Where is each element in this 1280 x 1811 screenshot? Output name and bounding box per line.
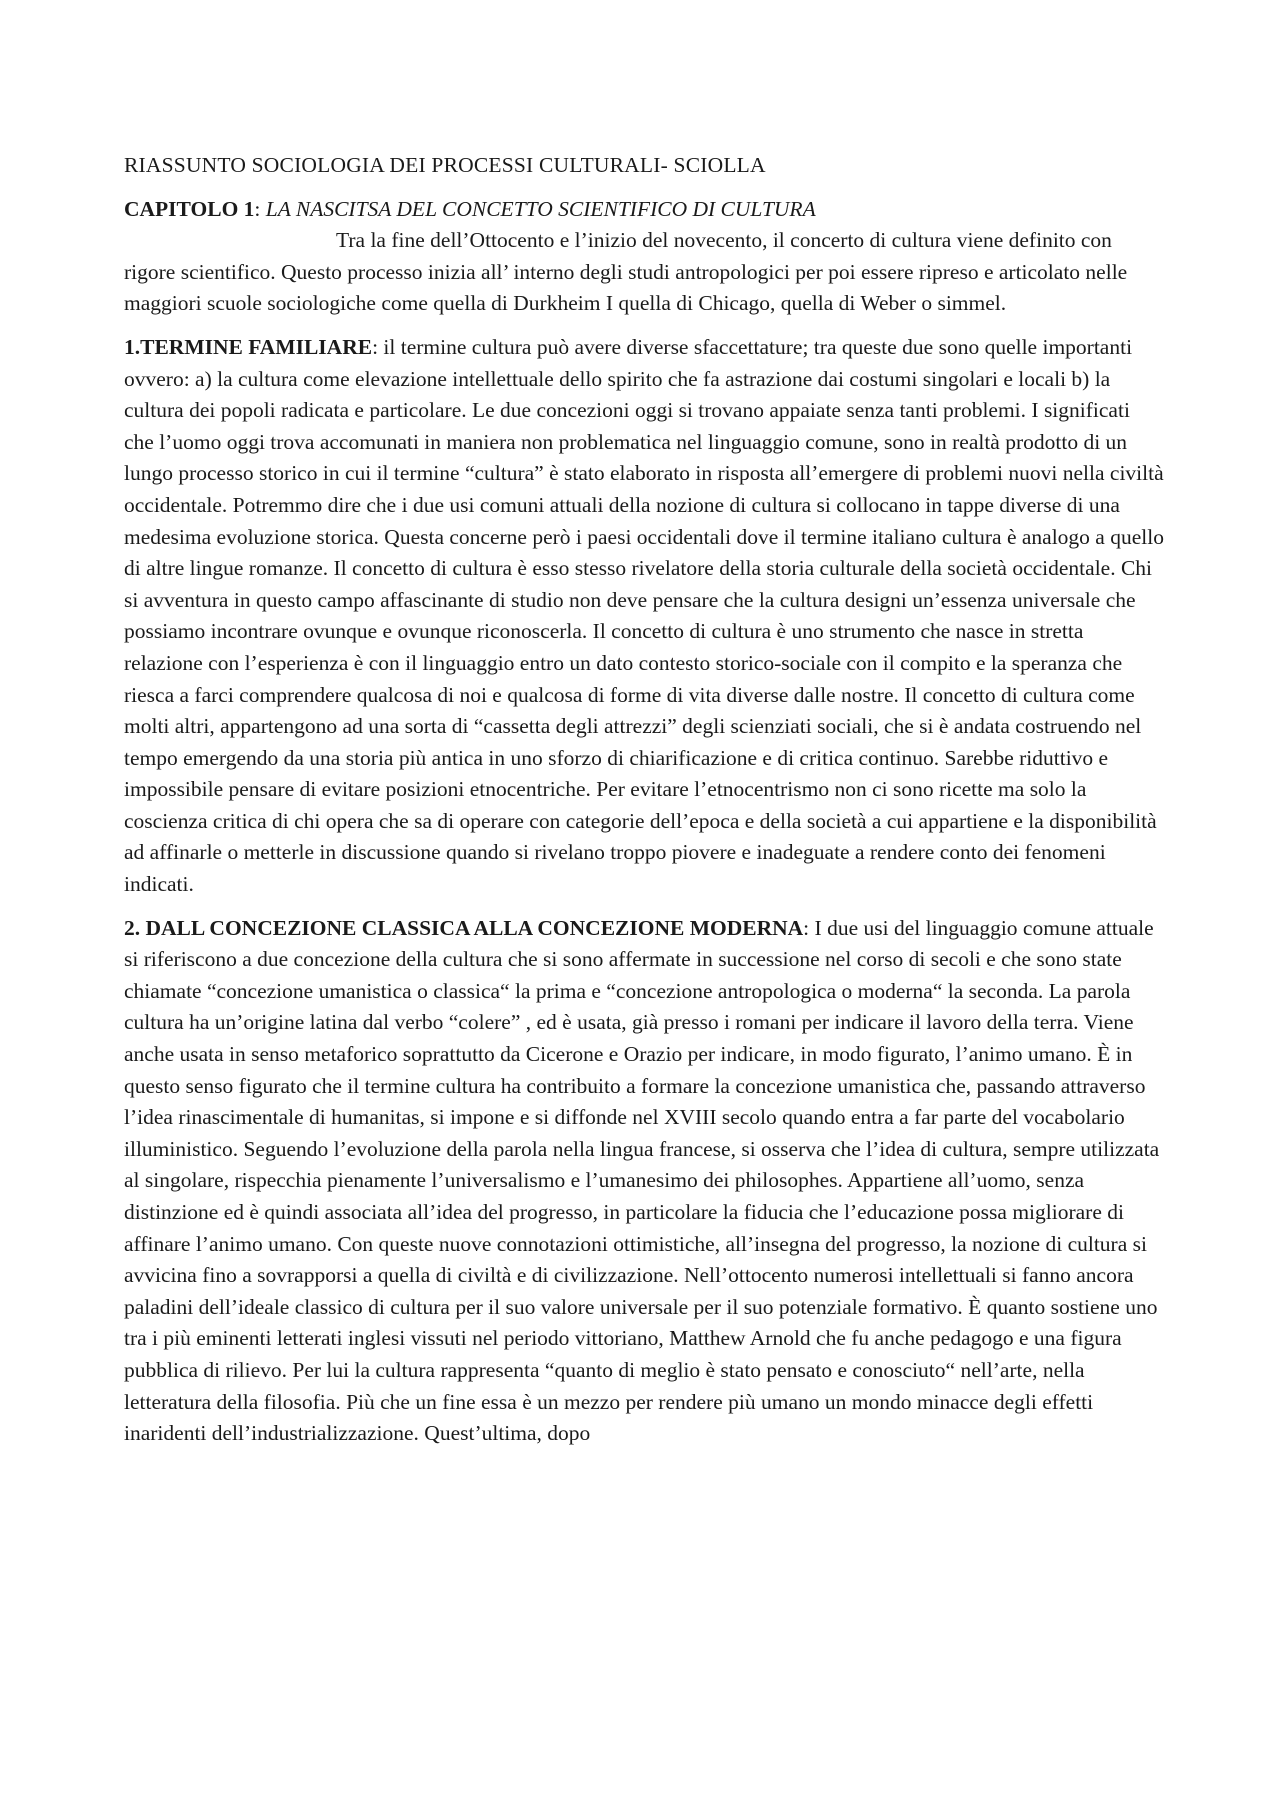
section-separator-1: : (372, 334, 384, 359)
chapter-intro: Tra la fine dell’Ottocento e l’inizio del novecento, il concerto di cultura viene definito con rigore scientifico. Questo processo inizia all’ interno degli studi antropologici per poi essere ripreso e articolato nelle maggiori scuole sociologiche come quella di Durkheim I quella di Chicago, quella di Weber o simmel. (124, 228, 1128, 316)
section-paragraph-2 (124, 913, 1164, 1450)
chapter-paragraph (124, 194, 1164, 320)
section-paragraph-1 (124, 332, 1164, 901)
chapter-separator: : (254, 196, 266, 221)
chapter-label: CAPITOLO 1 (124, 196, 255, 221)
section-body-1: il termine cultura può avere diverse sfaccettature; tra queste due sono quelle importanti ovvero: a) la cultura come elevazione intellettuale dello spirito che fa astrazione dai costumi singolari e locali b) la cultura dei popoli radicata e particolare. Le due concezioni oggi si trovano appaiate senza tanti problemi. I significati che l’uomo oggi trova accomunati in maniera non problematica nel linguaggio comune, sono in realtà prodotto di un lungo processo storico in cui il termine “cultura” è stato elaborato in risposta all’emergere di problemi nuovi nella civiltà occidentale. Potremmo dire che i due usi comuni attuali della nozione di cultura si collocano in tappe diverse di una medesima evoluzione storica. Questa concerne però i paesi occidentali dove il termine italiano cultura è analogo a quello di altre lingue romanze. Il concetto di cultura è esso stesso rivelatore della storia culturale della società occidentale. Chi si avventura in questo campo affascinante di studio non deve pensare che la cultura designi un’essenza universale che possiamo incontrare ovunque e ovunque riconoscerla. Il concetto di cultura è uno strumento che nasce in stretta relazione con l’esperienza è con il linguaggio entro un dato contesto storico-sociale con il compito e la speranza che riesca a farci comprendere qualcosa di noi e qualcosa di forme di vita diverse dalle nostre. Il concetto di cultura come molti altri, appartengono ad una sorta di “cassetta degli attrezzi” degli scienziati sociali, che si è andata costruendo nel tempo emergendo da una storia più antica in uno sforzo di chiarificazione e di critica continuo. Sarebbe riduttivo e impossibile pensare di evitare posizioni etnocentriche. Per evitare l’etnocentrismo non ci sono ricette ma solo la coscienza critica di chi opera che sa di operare con categorie dell’epoca e della società a cui appartiene e la disponibilità ad affinarle o metterle in discussione quando si rivelano troppo piovere e inadeguate a rendere conto dei fenomeni indicati. (124, 334, 1164, 897)
chapter-subtitle: LA NASCITSA DEL CONCETTO SCIENTIFICO DI CULTURA (265, 196, 816, 221)
section-body-2: I due usi del linguaggio comune attuale si riferiscono a due concezione della cultura che si sono affermate in successione nel corso di secoli e che sono state chiamate “concezione umanistica o classica“ la prima e “concezione antropologica o moderna“ la seconda. La parola cultura ha un’origine latina dal verbo “colere” , ed è usata, già presso i romani per indicare il lavoro della terra. Viene anche usata in senso metaforico soprattutto da Cicerone e Orazio per indicare, in modo figurato, l’animo umano. È in questo senso figurato che il termine cultura ha contribuito a formare la concezione umanistica che, passando attraverso l’idea rinascimentale di humanitas, si impone e si diffonde nel XVIII secolo quando entra a far parte del vocabolario illuministico. Seguendo l’evoluzione della parola nella lingua francese, si osserva che l’idea di cultura, sempre utilizzata al singolare, rispecchia pienamente l’universalismo e l’umanesimo dei philosophes. Appartiene all’uomo, senza distinzione ed è quindi associata all’idea del progresso, in particolare la fiducia che l’educazione possa migliorare di affinare l’animo umano. Con queste nuove connotazioni ottimistiche, all’insegna del progresso, la nozione di cultura si avvicina fino a sovrapporsi a quella di civiltà e di civilizzazione. Nell’ottocento numerosi intellettuali si fanno ancora paladini dell’ideale classico di cultura per il suo valore universale per il suo potenziale formativo. È quanto sostiene uno tra i più eminenti letterati inglesi vissuti nel periodo vittoriano, Matthew Arnold che fu anche pedagogo e una figura pubblica di rilievo. Per lui la cultura rappresenta “quanto di meglio è stato pensato e conosciuto“ nell’arte, nella letteratura della filosofia. Più che un fine essa è un mezzo per rendere più umano un mondo minacce degli effetti inaridenti dell’industrializzazione. Quest’ultima, dopo (124, 915, 1160, 1446)
section-separator-2: : (803, 915, 815, 940)
section-heading-1: 1.TERMINE FAMILIARE (124, 334, 373, 359)
document-page (124, 150, 1164, 1462)
section-heading-2: 2. DALL CONCEZIONE CLASSICA ALLA CONCEZIONE MODERNA (124, 915, 804, 940)
document-title: RIASSUNTO SOCIOLOGIA DEI PROCESSI CULTURALI- SCIOLLA (124, 153, 766, 177)
